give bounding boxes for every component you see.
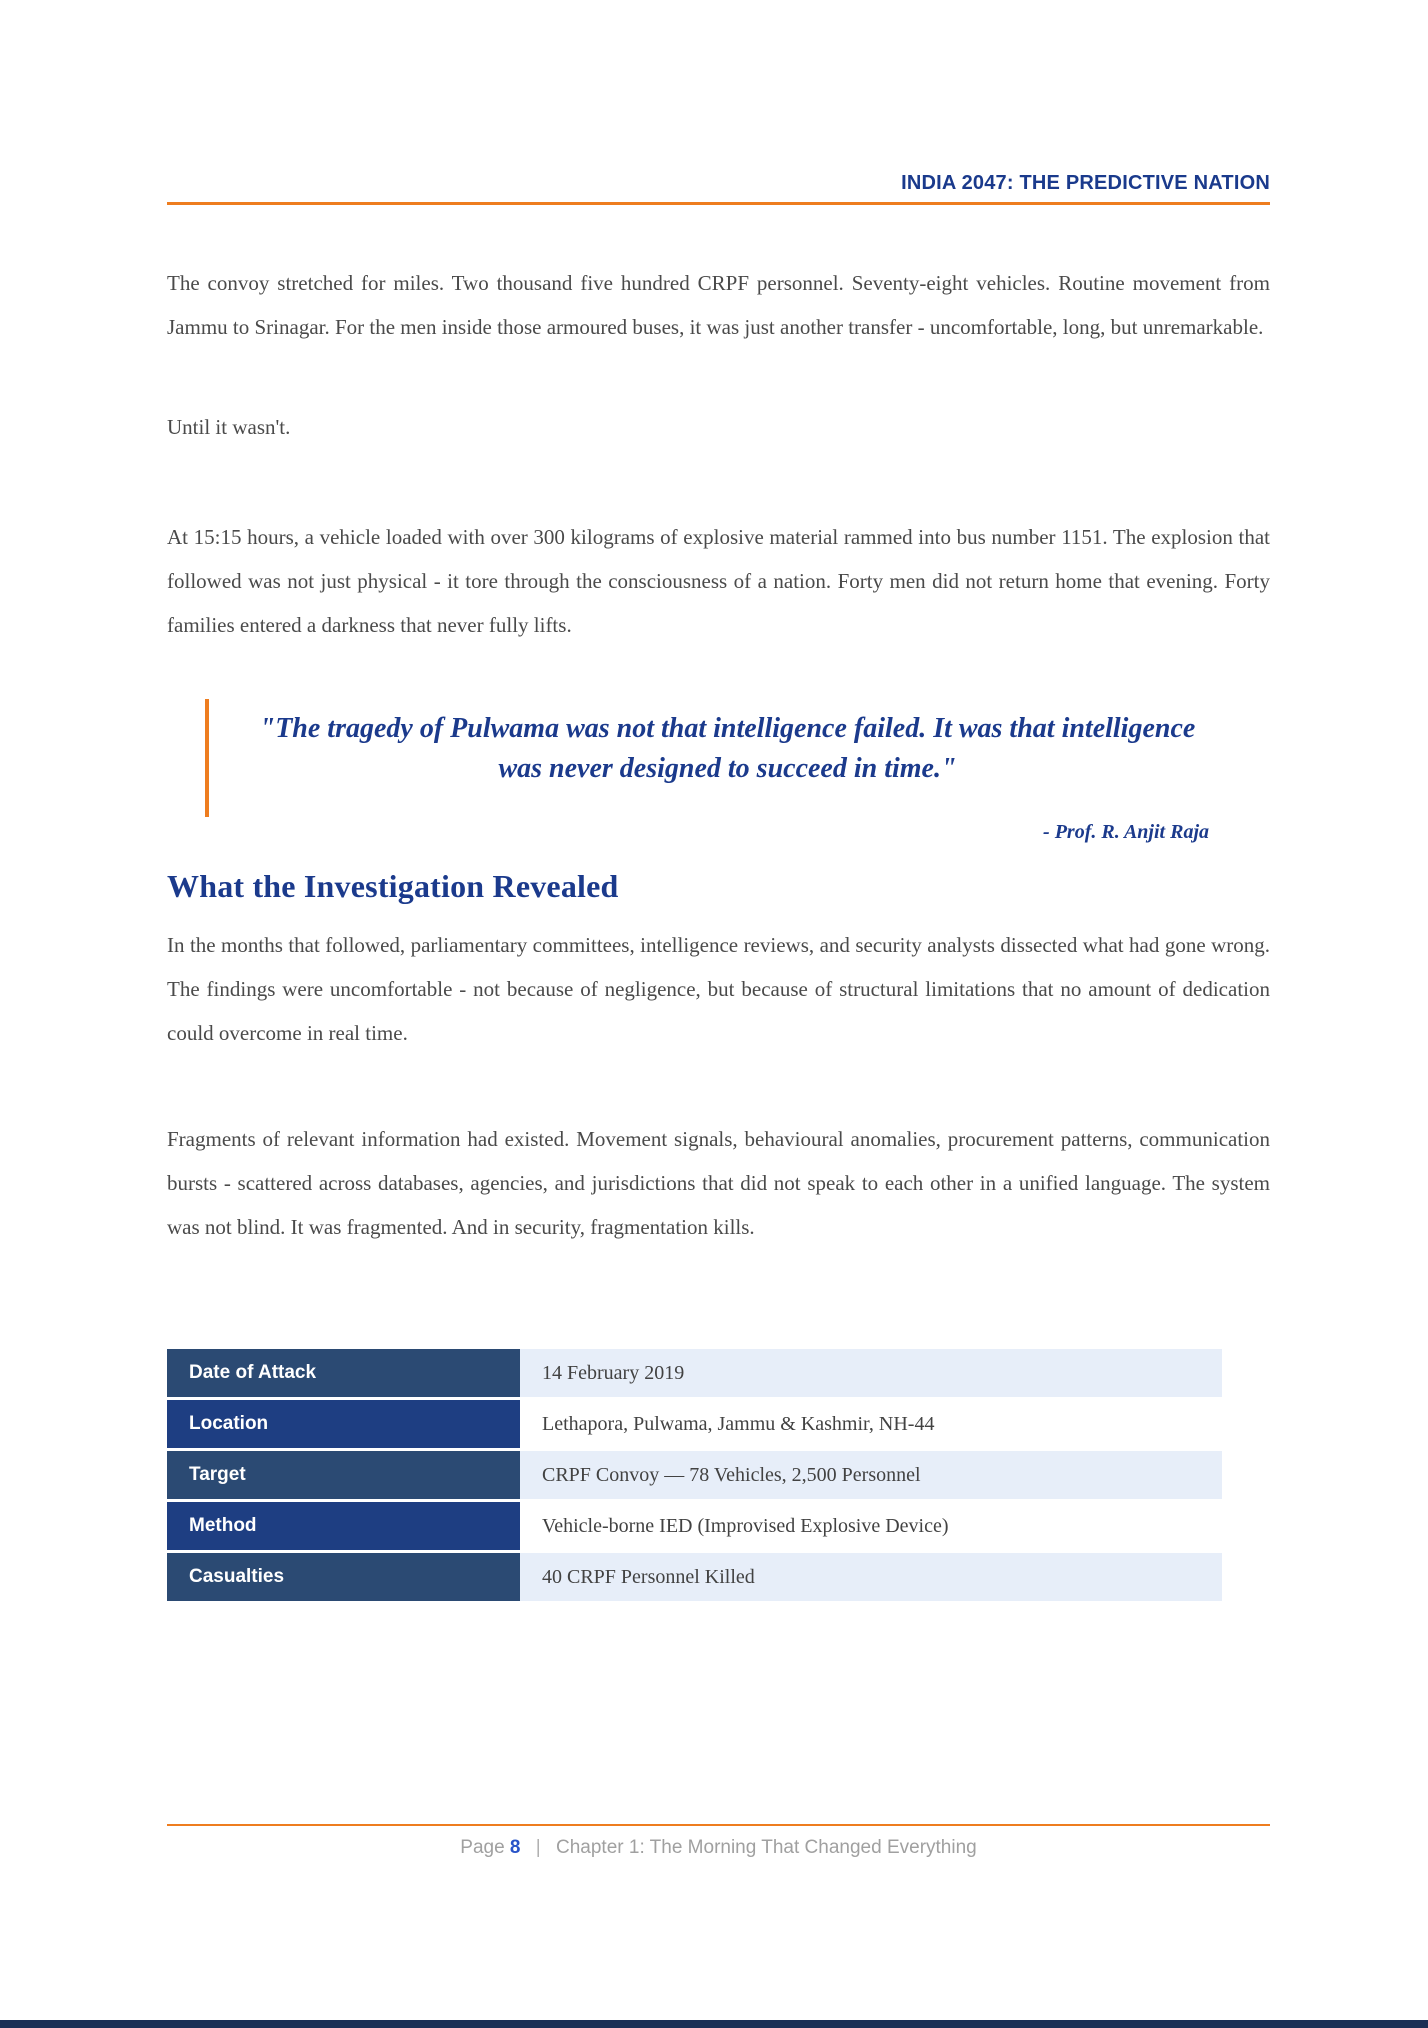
running-header-title: INDIA 2047: THE PREDICTIVE NATION bbox=[901, 172, 1270, 194]
pull-quote bbox=[205, 699, 1246, 817]
body-paragraph: In the months that followed, parliamentary committees, intelligence reviews, and security analysts dissected what had gone wrong. The findings were uncomfortable - not because of negligence, but because of structural limitations that no amount of dedication could overcome in real time. bbox=[167, 933, 1270, 1045]
attack-facts-table bbox=[167, 1349, 1222, 1601]
header-divider bbox=[167, 202, 1270, 205]
table-value-cell: 40 CRPF Personnel Killed bbox=[520, 1553, 1222, 1601]
page-number: 8 bbox=[509, 1837, 521, 1858]
table-row bbox=[167, 1451, 1222, 1499]
table-value-cell: Vehicle-borne IED (Improvised Explosive Device) bbox=[520, 1502, 1222, 1550]
table-value-cell: 14 February 2019 bbox=[520, 1349, 1222, 1397]
table-row bbox=[167, 1502, 1222, 1550]
page-bottom-accent bbox=[0, 2020, 1428, 2028]
page-label: Page bbox=[460, 1837, 505, 1858]
page-footer bbox=[167, 1824, 1270, 1859]
table-label-cell: Date of Attack bbox=[167, 1349, 520, 1397]
quote-attribution: - Prof. R. Anjit Raja bbox=[1043, 821, 1209, 843]
pull-quote-text: "The tragedy of Pulwama was not that intelligence failed. It was that intelligence was never designed to succeed in time." bbox=[259, 713, 1196, 784]
body-paragraph: The convoy stretched for miles. Two thousand five hundred CRPF personnel. Seventy-eight vehicles. Routine movement from Jammu to Srinagar. For the men inside those armoured buses, it was just another transfer - uncomfortable, long, but unremarkable. bbox=[167, 271, 1270, 339]
table-label-cell: Method bbox=[167, 1502, 520, 1550]
footer-divider bbox=[167, 1824, 1270, 1826]
footer-separator: | bbox=[535, 1837, 541, 1858]
table-row bbox=[167, 1349, 1222, 1397]
table-label-cell: Location bbox=[167, 1400, 520, 1448]
table-row bbox=[167, 1400, 1222, 1448]
body-paragraph: Fragments of relevant information had existed. Movement signals, behavioural anomalies, procurement patterns, communication bursts - scattered across databases, agencies, and jurisdictions that did not speak to each other in a unified language. The system was not blind. It was fragmented. And in security, fragmentation kills. bbox=[167, 1127, 1270, 1239]
table-value-cell: Lethapora, Pulwama, Jammu & Kashmir, NH-44 bbox=[520, 1400, 1222, 1448]
table-row bbox=[167, 1553, 1222, 1601]
body-paragraph: Until it wasn't. bbox=[167, 415, 291, 439]
table-value-cell: CRPF Convoy — 78 Vehicles, 2,500 Personnel bbox=[520, 1451, 1222, 1499]
table-label-cell: Target bbox=[167, 1451, 520, 1499]
section-heading: What the Investigation Revealed bbox=[167, 868, 619, 904]
chapter-title: Chapter 1: The Morning That Changed Everything bbox=[556, 1837, 977, 1858]
table-label-cell: Casualties bbox=[167, 1553, 520, 1601]
footer-text bbox=[167, 1837, 1270, 1859]
body-paragraph: At 15:15 hours, a vehicle loaded with over 300 kilograms of explosive material rammed into bus number 1151. The explosion that followed was not just physical - it tore through the consciousness of a nation. Forty men did not return home that evening. Forty families entered a darkness that never fully lifts. bbox=[167, 525, 1270, 637]
